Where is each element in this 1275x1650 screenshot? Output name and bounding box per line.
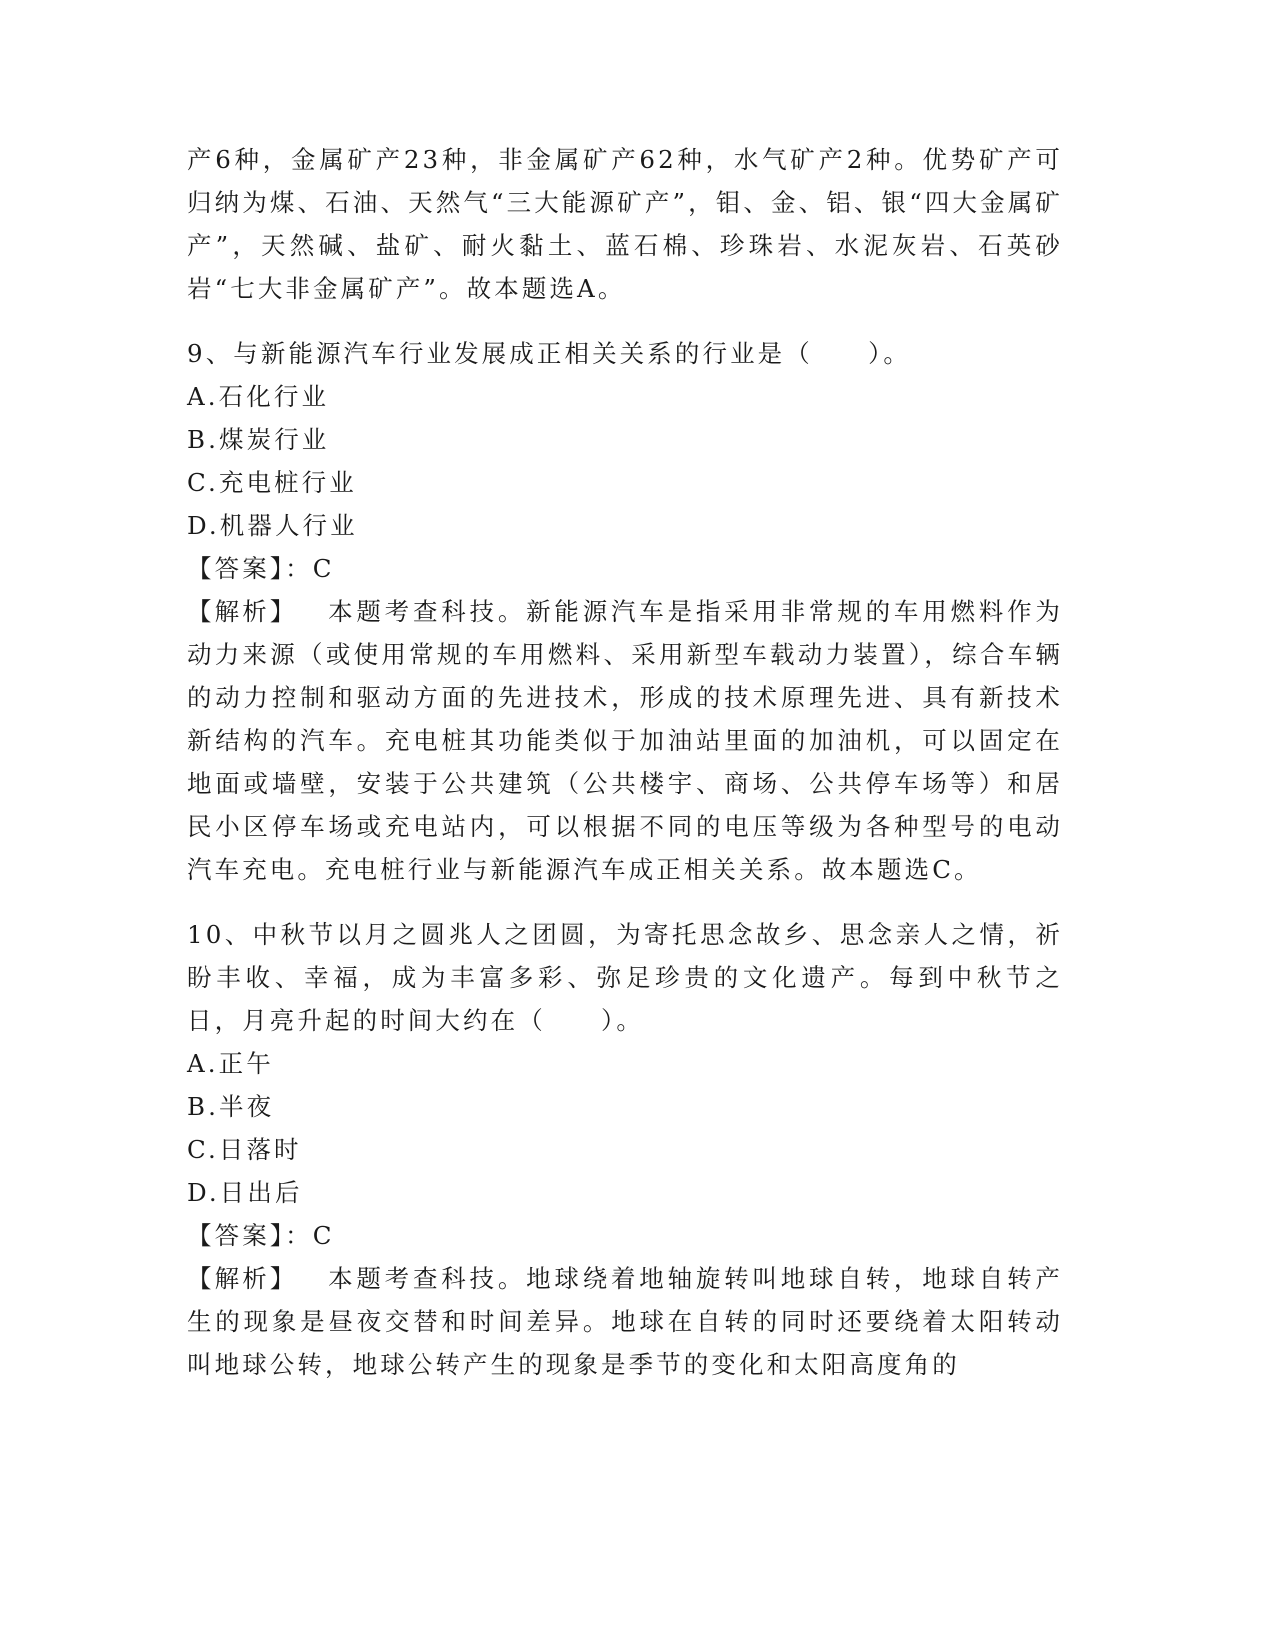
- question-10-option-d: D.日出后: [187, 1178, 303, 1207]
- question-10-analysis-text: 本题考查科技。地球绕着地轴旋转叫地球自转，地球自转产生的现象是昼夜交替和时间差异。地球在自转的同时还要绕着太阳转动叫地球公转，地球公转产生的现象是季节的变化和太阳高度角的: [187, 1264, 1063, 1379]
- analysis-label: 【解析】: [187, 597, 298, 626]
- question-10: [187, 913, 1063, 1386]
- question-9-answer: 【答案】：C: [187, 554, 335, 583]
- question-10-option-c: C.日落时: [187, 1135, 302, 1164]
- question-10-stem: 10、中秋节以月之圆兆人之团圆，为寄托思念故乡、思念亲人之情，祈盼丰收、幸福，成为丰富多彩、弥足珍贵的文化遗产。每到中秋节之日，月亮升起的时间大约在（ ）。: [187, 920, 1063, 1035]
- spacer: [187, 310, 1063, 332]
- question-9-analysis-text: 本题考查科技。新能源汽车是指采用非常规的车用燃料作为动力来源（或使用常规的车用燃料、采用新型车载动力装置），综合车辆的动力控制和驱动方面的先进技术，形成的技术原理先进、具有新技术新结构的汽车。充电桩其功能类似于加油站里面的加油机，可以固定在地面或墙壁，安装于公共建筑（公共楼宇、商场、公共停车场等）和居民小区停车场或充电站内，可以根据不同的电压等级为各种型号的电动汽车充电。充电桩行业与新能源汽车成正相关关系。故本题选C。: [187, 597, 1063, 884]
- question-9-option-b: B.煤炭行业: [187, 425, 330, 454]
- question-10-answer: 【答案】：C: [187, 1221, 335, 1250]
- document-page: [187, 138, 1063, 1386]
- question-9-option-a: A.石化行业: [187, 382, 330, 411]
- question-9-stem: 9、与新能源汽车行业发展成正相关关系的行业是（ ）。: [187, 339, 912, 368]
- question-9-option-d: D.机器人行业: [187, 511, 358, 540]
- question-9-option-c: C.充电桩行业: [187, 468, 357, 497]
- question-10-option-a: A.正午: [187, 1049, 274, 1078]
- question-10-analysis: [187, 1257, 1063, 1386]
- question-9-analysis: [187, 590, 1063, 891]
- analysis-label: 【解析】: [187, 1264, 298, 1293]
- spacer: [187, 891, 1063, 913]
- previous-analysis-continuation: 产6种，金属矿产23种，非金属矿产62种，水气矿产2种。优势矿产可归纳为煤、石油、天然气“三大能源矿产”，钼、金、铝、银“四大金属矿产”，天然碱、盐矿、耐火黏土、蓝石棉、珍珠岩、水泥灰岩、石英砂岩“七大非金属矿产”。故本题选A。: [187, 145, 1063, 303]
- question-10-option-b: B.半夜: [187, 1092, 275, 1121]
- question-9: [187, 332, 1063, 891]
